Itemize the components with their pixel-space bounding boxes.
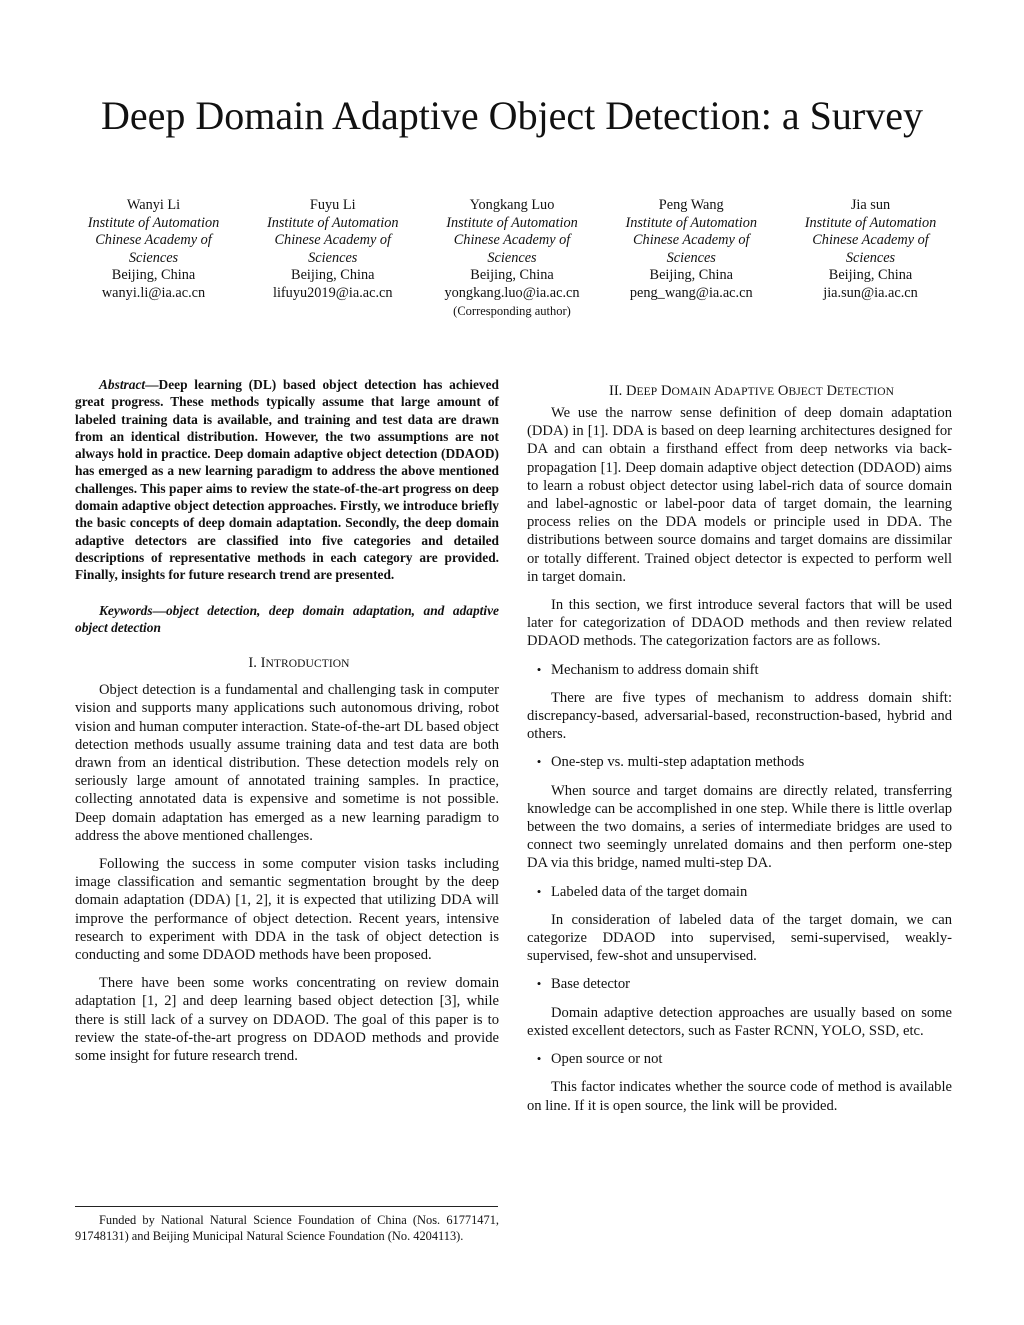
author-institute: Institute of Automation [266,214,399,231]
abstract-text: —Deep learning (DL) based object detection has achieved great progress. These methods typically assume that large amount of labeled training data is available, and training and test data are drawn from an identical distribution. However, the two assumptions are not always hold in practice. Deep domain adaptive object detection (DDAOD) has emerged as a new learning paradigm to address the above mentioned challenges. This paper aims to review the state-of-the-art progress on deep domain adaptive object detection approaches. Firstly, we introduce briefly the basic concepts of deep domain adaptation. Secondly, the deep domain adaptive detectors are classified into five categories and detailed descriptions of representative methods in each category are provided. Finally, insights for future research trend are presented. [75,377,499,583]
author-name: Jia sun [850,197,891,213]
factor-bullet [527,661,952,679]
factor-title: Base detector [551,976,631,993]
bullet-icon: • [536,661,542,677]
paper-title: Deep Domain Adaptive Object Detection: a Survey [101,93,923,138]
section-heading-ddaod [527,382,952,401]
author-organization: Chinese Academy of [633,232,750,248]
section-title-rest: NTRODUCTION [265,658,350,671]
author-name: Wanyi Li [126,197,181,213]
bullet-icon: • [536,976,542,992]
factor-description: There are five types of mechanism to address domain shift: discrepancy-based, adversarial-based, reconstruction-based, hybrid and others. [527,689,952,743]
section-title-part: OMAIN [671,386,711,398]
author-organization: Chinese Academy of [812,232,929,248]
section-title-part: ETECTION [837,386,895,398]
section-title-part: EEP [636,386,658,398]
corresponding-author-note: (Corresponding author) [453,304,571,318]
factor-description: When source and target domains are directly related, transferring knowledge can be accomplished in one step. While there is little overlap between the two domains, a series of intermediate bridges are used to connect two seemingly unrelated domains and then perform one-step DA via this bridge, named multi-step DA. [527,782,952,872]
author-email: lifuyu2019@ia.ac.cn [272,284,393,301]
bullet-icon: • [536,883,542,899]
bullet-icon: • [536,1051,542,1067]
right-column [527,376,952,1115]
factor-bullet [527,1050,952,1068]
factor-bullet [527,883,952,901]
author-email: jia.sun@ia.ac.cn [823,284,918,301]
section-title-part: DAPTIVE [724,386,775,398]
factor-description: In consideration of labeled data of the target domain, we can categorize DDAOD into supervised, semi-supervised, weakly-supervised, few-shot and unsupervised. [527,911,952,965]
author-organization-cont: Sciences [845,249,896,266]
author-institute: Institute of Automation [87,214,220,231]
author-block [602,197,781,321]
section-heading-introduction [75,654,499,673]
author-organization-cont: Sciences [308,249,358,266]
author-email: yongkang.luo@ia.ac.cn [444,284,580,301]
author-name: Fuyu Li [309,197,356,213]
author-location: Beijing, China [111,267,196,283]
author-block [423,197,602,321]
abstract-label: Abstract [99,377,146,392]
abstract [75,376,499,584]
section-title-part: BJECT [788,386,823,398]
author-location: Beijing, China [470,267,554,283]
author-name: Peng Wang [658,197,724,213]
left-column [75,376,499,1065]
section-title-part: D [625,383,637,399]
section2-paragraph: We use the narrow sense definition of deep domain adaptation (DDA) in [1]. DDA is based on deep learning architectures designed for DA and can obtain a firsthand effect from deep networks via back-propagation [1]. Deep domain adaptive object detection (DDAOD) aims to learn a robust object detector using label-rich data of source domain and label-agnostic or label-poor data of target domain, the learning process relies on the DDA models or principle used in DDA. The distributions between source domains and target domains are dissimilar or totally different. Trained object detector is expected to perform well in target domain. [527,405,952,585]
author-organization-cont: Sciences [128,249,179,266]
footnote-divider [75,1206,498,1207]
factor-bullet [527,753,952,771]
author-organization-cont: Sciences [666,249,716,266]
author-organization: Chinese Academy of [453,232,571,248]
factor-description: This factor indicates whether the source code of method is available on line. If it is open source, the link will be provided. [527,1079,952,1114]
intro-paragraph: There have been some works concentrating on review domain adaptation [1, 2] and deep learning based object detection [3], while there is still lack of a survey on DDAOD. The goal of this paper is to review the state-of-the-art progress on DDAOD methods and provide some insight for future research trend. [75,975,499,1065]
section-title-part: A [713,383,725,399]
section-title-initial: I [260,655,266,672]
author-block [243,197,422,321]
keywords: Keywords—object detection, deep domain adaptation, and adaptive object detection [75,602,499,635]
author-institute: Institute of Automation [804,214,937,231]
author-block [781,197,960,321]
author-organization-cont: Sciences [487,249,537,266]
bullet-icon: • [536,754,542,770]
factor-title: Mechanism to address domain shift [551,661,759,678]
intro-paragraph: Following the success in some computer vision tasks including image classification and semantic segmentation brought by the deep domain adaptation (DDA) [1, 2], it is expected that utilizing DDA will improve the performance of object detection. Recent years, intensive research to experiment with DDA in the task of object detection is conducting and some DDAOD methods have been proposed. [75,855,499,963]
section-title-part: O [777,383,789,399]
author-name: Yongkang Luo [469,197,555,213]
author-block [64,197,243,321]
author-organization: Chinese Academy of [95,232,212,248]
section-title-part: D [826,383,838,399]
author-location: Beijing, China [649,267,733,283]
funding-footnote: Funded by National Natural Science Foundation of China (Nos. 61771471, 91748131) and Beijing Municipal Natural Science Foundation (No. 4204113). [75,1213,499,1243]
factor-title: Labeled data of the target domain [551,883,748,900]
author-institute: Institute of Automation [446,214,578,231]
section-number: II. [608,383,623,399]
author-institute: Institute of Automation [625,214,758,231]
section-number: I. [248,655,257,672]
factor-description: Domain adaptive detection approaches are usually based on some existed excellent detectors, such as Faster RCNN, YOLO, SSD, etc. [527,1004,952,1039]
factor-title: One-step vs. multi-step adaptation methods [551,754,805,771]
intro-paragraph: Object detection is a fundamental and challenging task in computer vision and supports many applications such autonomous driving, robot vision and human computer interaction. State-of-the-art DL based object detection methods usually assume training data and test data are both drawn from an identical distribution. These detection models rely on seriously large amount of annotated training samples. In practice, collecting annotated data is expensive and sometime is not possible. Deep domain adaptation has emerged as a new learning paradigm to address the above mentioned challenges. [75,682,499,844]
author-location: Beijing, China [828,267,913,283]
section2-paragraph: In this section, we first introduce several factors that will be used later for categorization of DDAOD methods and then review related DDAOD methods. The categorization factors are as follows. [527,597,952,650]
author-organization: Chinese Academy of [274,232,391,248]
author-list [64,197,960,321]
section-title-part: D [660,383,672,399]
author-email: wanyi.li@ia.ac.cn [101,284,206,301]
factor-bullet [527,975,952,993]
author-email: peng_wang@ia.ac.cn [629,284,753,301]
author-location: Beijing, China [291,267,375,283]
factor-title: Open source or not [551,1051,663,1068]
